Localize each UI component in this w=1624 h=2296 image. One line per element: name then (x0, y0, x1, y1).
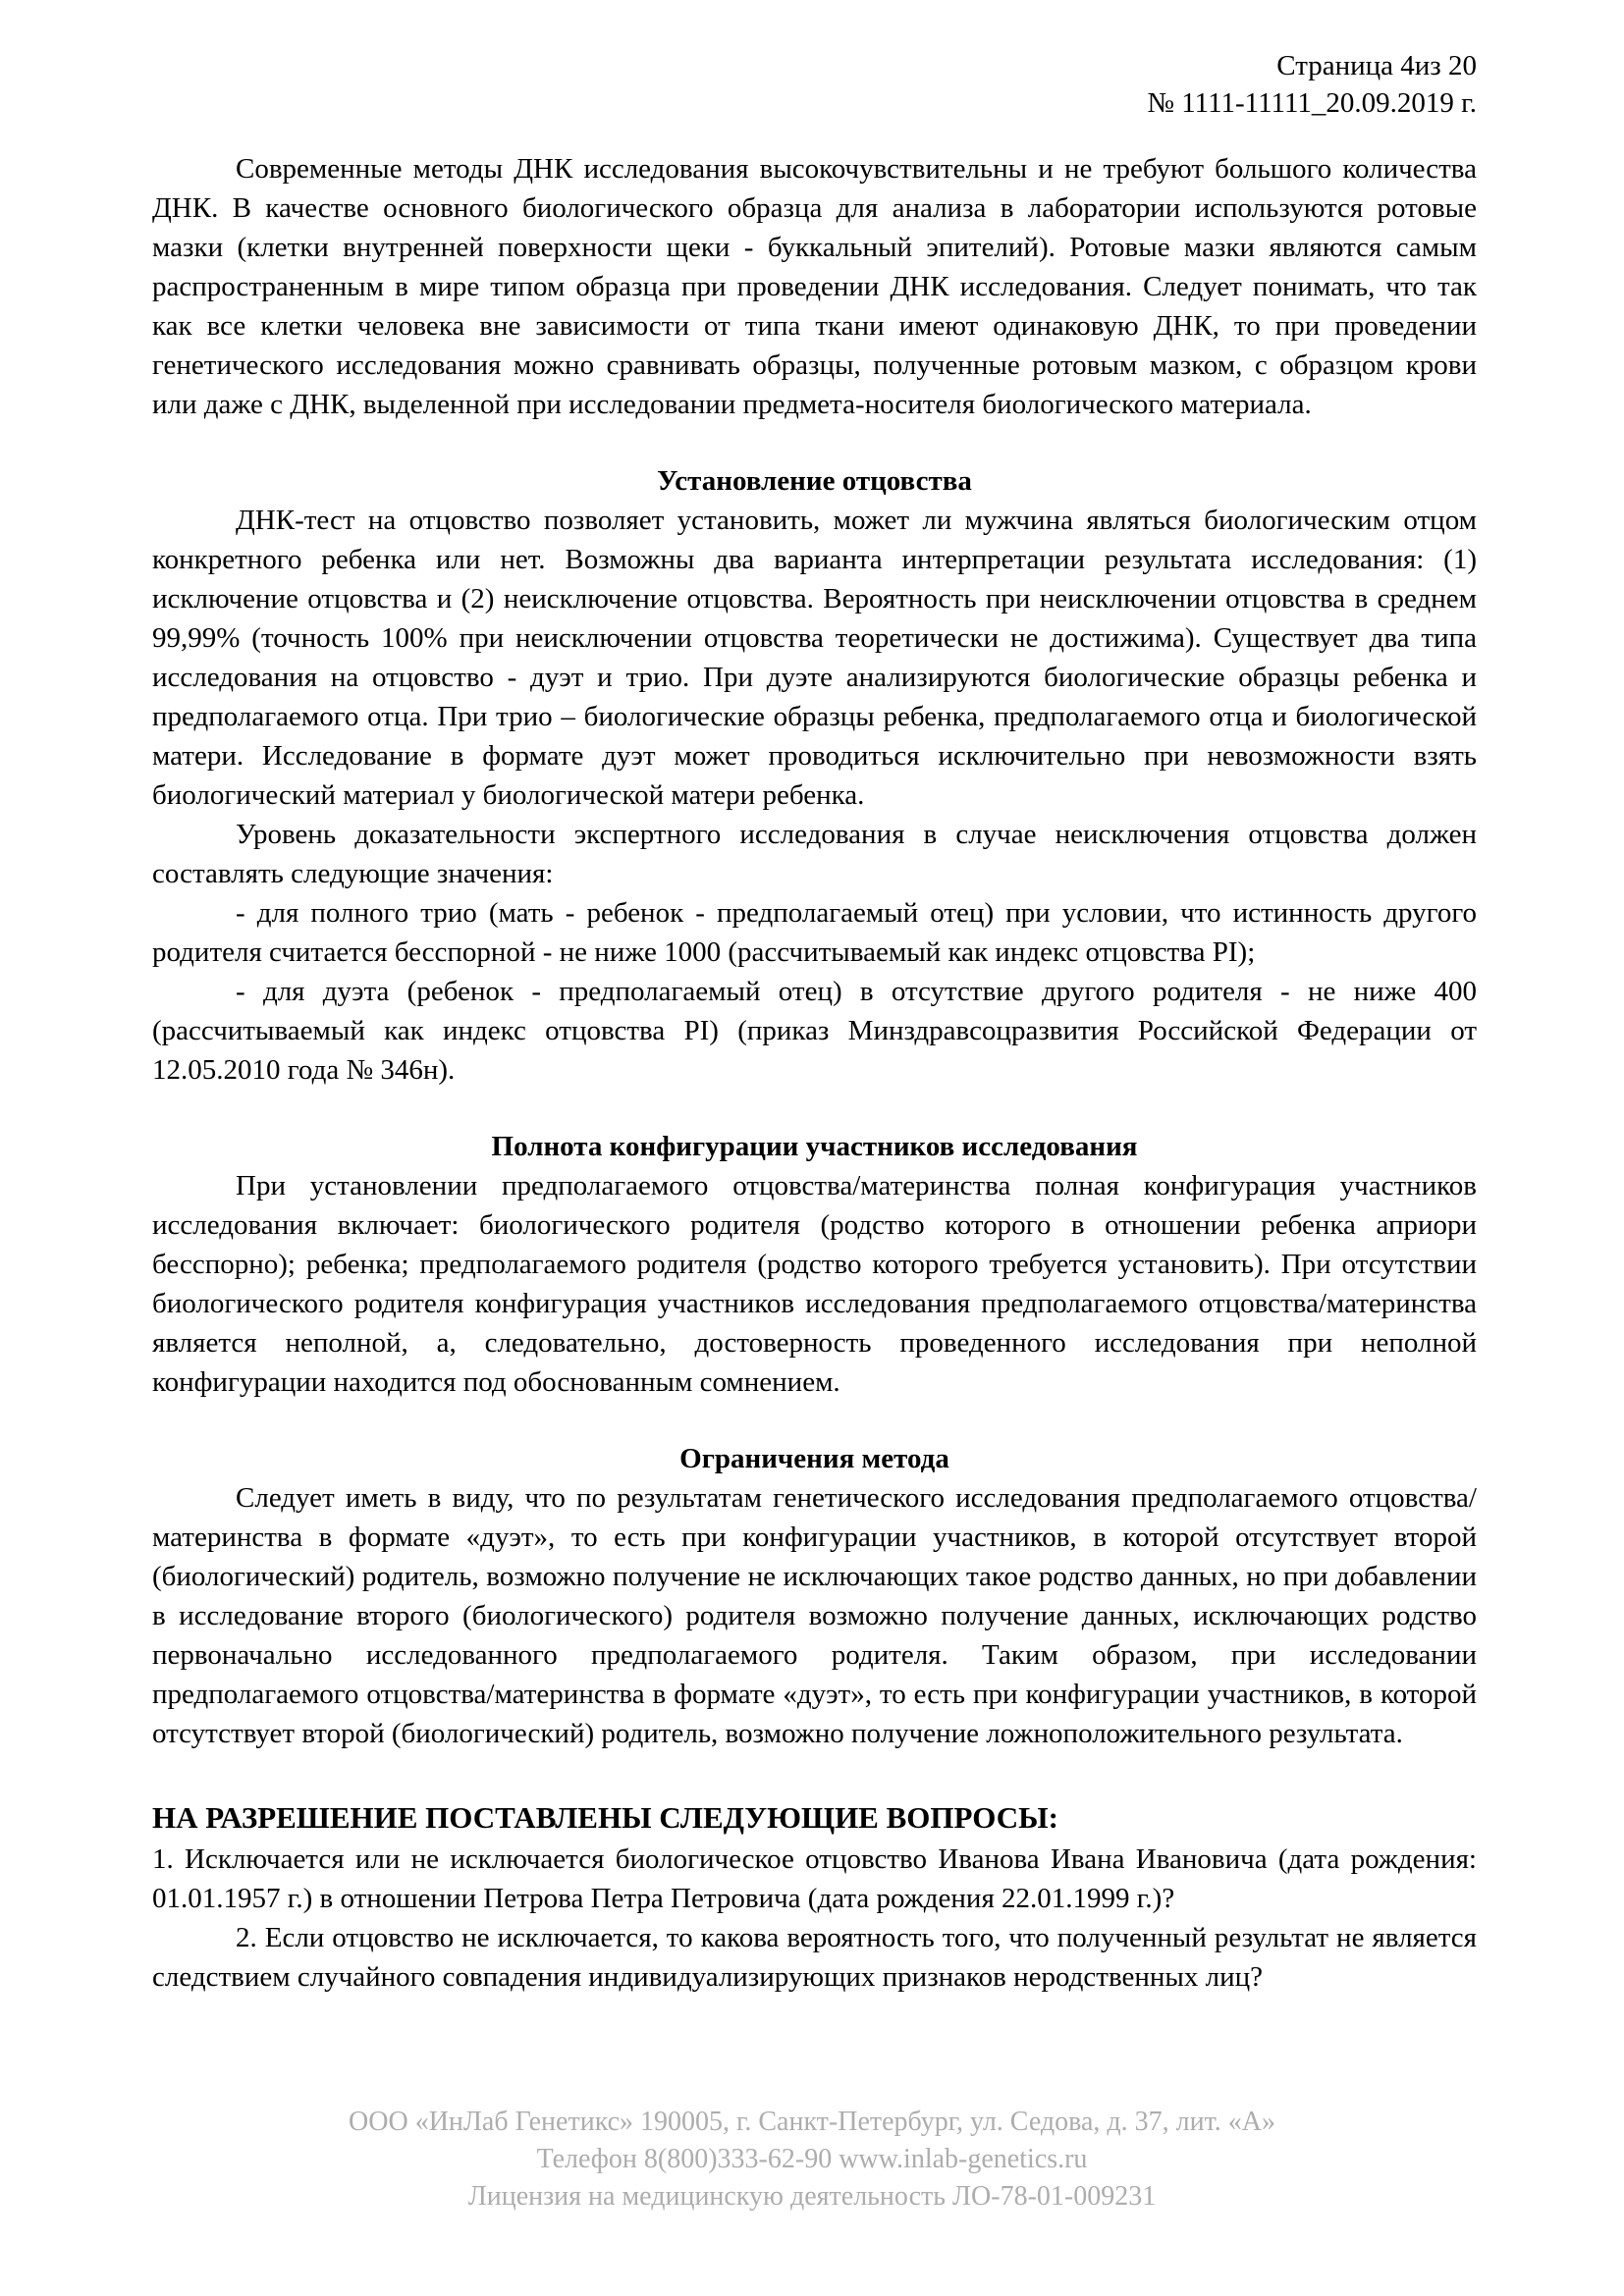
list-item-duet-threshold: - для дуэта (ребенок - предполагаемый отец) в отсутствие другого родителя - не ниже 400 (рассчитываемый как индекс отцовства PI) (приказ Минздравсоцразвития Российской Федерации от 12.05.2010 года № 346н). (152, 976, 1477, 1086)
footer-phone-website: Телефон 8(800)333-62-90 www.inlab-genetics.ru (536, 2144, 1088, 2174)
footer-license: Лицензия на медицинскую деятельность ЛО-78-01-009231 (467, 2181, 1157, 2212)
list-item-trio-threshold: - для полного трио (мать - ребенок - предполагаемый отец) при условии, что истинность другого родителя считается бесспорной - не ниже 1000 (рассчитываемый как индекс отцовства PI); (152, 897, 1477, 968)
paragraph: ДНК-тест на отцовство позволяет установить, может ли мужчина являться биологическим отцом конкретного ребенка или нет. Возможны два варианта интерпретации результата исследования: (1) исключение отцовства и (2) неисключение отцовства. Вероятность при неисключении отцовства в среднем 99,99% (точность 100% при неисключении отцовства теоретически не достижима). Существует два типа исследования на отцовство - дуэт и трио. При дуэте анализируются биологические образцы ребенка и предполагаемого отца. При трио – биологические образцы ребенка, предполагаемого отца и биологической матери. Исследование в формате дуэт может проводиться исключительно при невозможности взять биологический материал у биологической матери ребенка. (152, 505, 1477, 811)
question-2: 2. Если отцовство не исключается, то какова вероятность того, что полученный результат не является следствием случайного совпадения индивидуализирующих признаков неродственных лиц? (152, 1922, 1477, 1993)
paragraph: Следует иметь в виду, что по результатам генетического исследования предполагаемого отцовства/материнства в формате «дуэт», то есть при конфигурации участников, в которой отсутствует второй (биологический) родитель, возможно получение не исключающих такое родство данных, но при добавлении в исследование второго (биологического) родителя возможно получение данных, исключающих родство первоначально исследованного предполагаемого родителя. Таким образом, при исследовании предполагаемого отцовства/материнства в формате «дуэт», то есть при конфигурации участников, в которой отсутствует второй (биологический) родитель, возможно получение ложноположительного результата. (152, 1482, 1477, 1749)
page-number: Страница 4из 20 (1276, 50, 1477, 81)
section-title-configuration: Полнота конфигурации участников исследования (491, 1131, 1138, 1162)
document-number: № 1111-11111_20.09.2019 г. (1147, 87, 1477, 119)
section-title-limitations: Ограничения метода (679, 1443, 949, 1474)
page-header (152, 47, 1477, 122)
question-1: 1. Исключается или не исключается биологическое отцовство Иванова Ивана Ивановича (дата рождения: 01.01.1957 г.) в отношении Петрова Петра Петровича (дата рождения 22.01.1999 г.)? (152, 1843, 1477, 1914)
questions-heading: НА РАЗРЕШЕНИЕ ПОСТАВЛЕНЫ СЛЕДУЮЩИЕ ВОПРОСЫ: (152, 1800, 1058, 1835)
page-footer (0, 2104, 1624, 2216)
paragraph: При установлении предполагаемого отцовства/материнства полная конфигурация участников исследования включает: биологического родителя (родство которого в отношении ребенка априори бесспорно); ребенка; предполагаемого родителя (родство которого требуется установить). При отсутствии биологического родителя конфигурация участников исследования предполагаемого отцовства/материнства является неполной, а, следовательно, достоверность проведенного исследования при неполной конфигурации находится под обоснованным сомнением. (152, 1170, 1477, 1398)
section-title-paternity: Установление отцовства (657, 465, 972, 497)
document-body (152, 149, 1477, 1997)
footer-company-address: ООО «ИнЛаб Генетикс» 190005, г. Санкт-Петербург, ул. Седова, д. 37, лит. «А» (349, 2107, 1275, 2137)
paragraph: Уровень доказательности экспертного исследования в случае неисключения отцовства должен составлять следующие значения: (152, 819, 1477, 889)
intro-paragraph: Современные методы ДНК исследования высокочувствительны и не требуют большого количества ДНК. В качестве основного биологического образца для анализа в лаборатории используются ротовые мазки (клетки внутренней поверхности щеки - буккальный эпителий). Ротовые мазки являются самым распространенным в мире типом образца при проведении ДНК исследования. Следует понимать, что так как все клетки человека вне зависимости от типа ткани имеют одинаковую ДНК, то при проведении генетического исследования можно сравнивать образцы, полученные ротовым мазком, с образцом крови или даже с ДНК, выделенной при исследовании предмета-носителя биологического материала. (152, 153, 1477, 420)
